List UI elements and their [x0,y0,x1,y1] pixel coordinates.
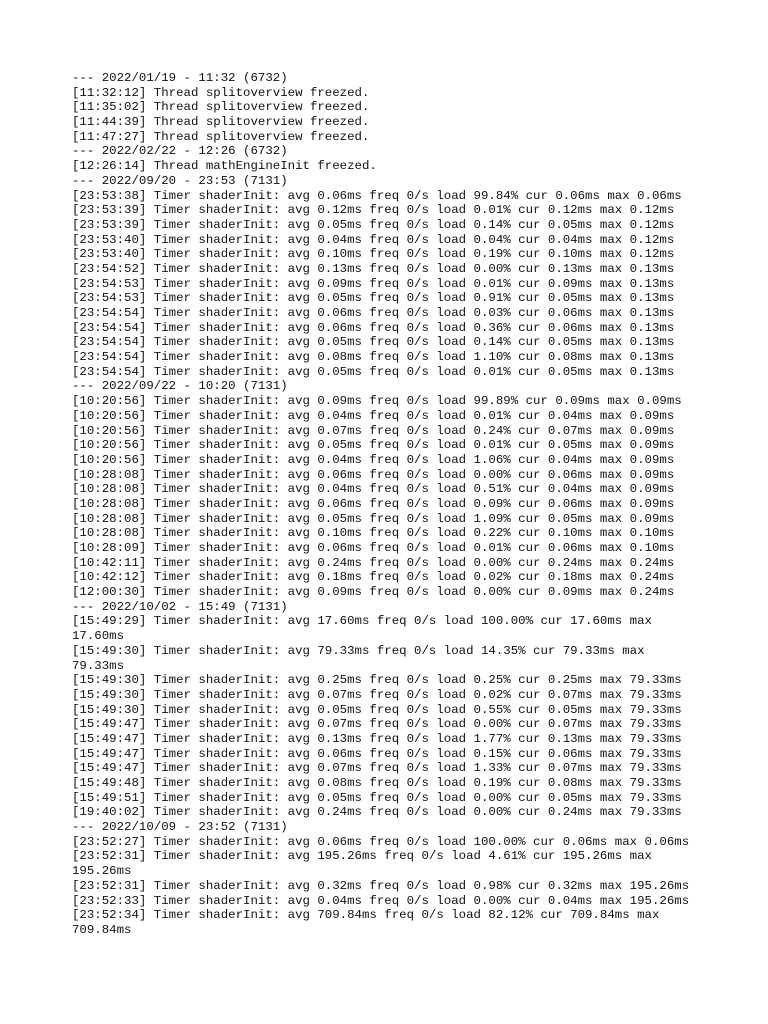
log-entry: [15:49:51] Timer shaderInit: avg 0.05ms freq 0/s load 0.00% cur 0.05ms max 79.33ms [72,790,682,805]
log-entry: [19:40:02] Timer shaderInit: avg 0.24ms freq 0/s load 0.00% cur 0.24ms max 79.33ms [72,805,682,820]
log-entry: [23:53:38] Timer shaderInit: avg 0.06ms freq 0/s load 99.84% cur 0.06ms max 0.06ms [72,188,682,203]
log-document [72,71,702,938]
log-entry: [23:52:34] Timer shaderInit: avg 709.84ms freq 0/s load 82.12% cur 709.84ms max 709.84ms [72,908,667,937]
log-entry: [15:49:47] Timer shaderInit: avg 0.07ms freq 0/s load 0.00% cur 0.07ms max 79.33ms [72,717,682,732]
log-entry: [10:28:08] Timer shaderInit: avg 0.06ms freq 0/s load 0.00% cur 0.06ms max 0.09ms [72,467,675,482]
log-entry: [15:49:30] Timer shaderInit: avg 0.07ms freq 0/s load 0.02% cur 0.07ms max 79.33ms [72,687,682,702]
log-entry: [10:28:08] Timer shaderInit: avg 0.04ms freq 0/s load 0.51% cur 0.04ms max 0.09ms [72,482,675,497]
log-entry: [23:52:31] Timer shaderInit: avg 195.26ms freq 0/s load 4.61% cur 195.26ms max 195.26ms [72,849,660,879]
log-entry: [23:54:52] Timer shaderInit: avg 0.13ms freq 0/s load 0.00% cur 0.13ms max 0.13ms [72,261,675,276]
log-entry: [15:49:47] Timer shaderInit: avg 0.07ms freq 0/s load 1.33% cur 0.07ms max 79.33ms [72,761,682,776]
log-entry: [11:44:39] Thread splitoverview freezed. [72,115,370,130]
log-entry: [23:52:31] Timer shaderInit: avg 0.32ms freq 0/s load 0.98% cur 0.32ms max 195.26ms [72,878,690,893]
log-entry: [23:53:39] Timer shaderInit: avg 0.05ms freq 0/s load 0.14% cur 0.05ms max 0.12ms [72,217,675,232]
log-entry: [23:54:54] Timer shaderInit: avg 0.05ms freq 0/s load 0.14% cur 0.05ms max 0.13ms [72,335,675,350]
log-entry: [10:28:08] Timer shaderInit: avg 0.05ms freq 0/s load 1.09% cur 0.05ms max 0.09ms [72,511,675,526]
log-entry: [11:32:12] Thread splitoverview freezed. [72,85,370,100]
log-entry: [10:42:11] Timer shaderInit: avg 0.24ms freq 0/s load 0.00% cur 0.24ms max 0.24ms [72,555,675,570]
log-entry: [10:20:56] Timer shaderInit: avg 0.09ms freq 0/s load 99.89% cur 0.09ms max 0.09ms [72,394,682,409]
log-entry: [10:28:08] Timer shaderInit: avg 0.10ms freq 0/s load 0.22% cur 0.10ms max 0.10ms [72,526,675,541]
log-entry: [15:49:48] Timer shaderInit: avg 0.08ms freq 0/s load 0.19% cur 0.08ms max 79.33ms [72,776,682,790]
log-entry: [10:42:12] Timer shaderInit: avg 0.18ms freq 0/s load 0.02% cur 0.18ms max 0.24ms [72,570,675,585]
log-entry: [23:54:54] Timer shaderInit: avg 0.05ms freq 0/s load 0.01% cur 0.05ms max 0.13ms [72,364,675,379]
log-entry: [10:20:56] Timer shaderInit: avg 0.05ms freq 0/s load 0.01% cur 0.05ms max 0.09ms [72,438,675,453]
log-entry: [11:47:27] Thread splitoverview freezed. [72,129,370,144]
log-entry: [10:20:56] Timer shaderInit: avg 0.04ms freq 0/s load 0.01% cur 0.04ms max 0.09ms [72,408,675,423]
log-session-header: --- 2022/10/09 - 23:52 (7131) [72,820,288,835]
log-entry: [15:49:47] Timer shaderInit: avg 0.06ms freq 0/s load 0.15% cur 0.06ms max 79.33ms [72,746,682,761]
log-entry: [23:52:33] Timer shaderInit: avg 0.04ms freq 0/s load 0.00% cur 0.04ms max 195.26ms [72,893,690,908]
log-entry: [23:54:54] Timer shaderInit: avg 0.06ms freq 0/s load 0.36% cur 0.06ms max 0.13ms [72,320,675,335]
log-session-header: --- 2022/09/22 - 10:20 (7131) [72,379,288,394]
log-session-header: --- 2022/02/22 - 12:26 (6732) [72,144,288,159]
log-session-header: --- 2022/01/19 - 11:32 (6732) [72,71,288,85]
log-entry: [15:49:47] Timer shaderInit: avg 0.13ms freq 0/s load 1.77% cur 0.13ms max 79.33ms [72,731,682,746]
log-entry: [23:53:39] Timer shaderInit: avg 0.12ms freq 0/s load 0.01% cur 0.12ms max 0.12ms [72,203,675,218]
log-session-header: --- 2022/09/20 - 23:53 (7131) [72,173,288,188]
log-entry: [10:28:08] Timer shaderInit: avg 0.06ms freq 0/s load 0.09% cur 0.06ms max 0.09ms [72,496,675,511]
log-entry: [15:49:30] Timer shaderInit: avg 0.05ms freq 0/s load 0.55% cur 0.05ms max 79.33ms [72,702,682,717]
log-entry: [23:54:53] Timer shaderInit: avg 0.09ms freq 0/s load 0.01% cur 0.09ms max 0.13ms [72,276,675,291]
log-entry: [15:49:30] Timer shaderInit: avg 0.25ms freq 0/s load 0.25% cur 0.25ms max 79.33ms [72,673,682,688]
log-entry: [23:54:54] Timer shaderInit: avg 0.08ms freq 0/s load 1.10% cur 0.08ms max 0.13ms [72,350,675,365]
log-entry: [15:49:30] Timer shaderInit: avg 79.33ms freq 0/s load 14.35% cur 79.33ms max 79.33ms [72,643,652,673]
log-entry: [12:00:30] Timer shaderInit: avg 0.09ms freq 0/s load 0.00% cur 0.09ms max 0.24ms [72,585,675,600]
log-entry: [10:28:09] Timer shaderInit: avg 0.06ms freq 0/s load 0.01% cur 0.06ms max 0.10ms [72,541,675,555]
log-entry: [15:49:29] Timer shaderInit: avg 17.60ms freq 0/s load 100.00% cur 17.60ms max 17.60ms [72,614,660,644]
log-entry: [23:54:53] Timer shaderInit: avg 0.05ms freq 0/s load 0.91% cur 0.05ms max 0.13ms [72,291,675,306]
log-entry: [23:54:54] Timer shaderInit: avg 0.06ms freq 0/s load 0.03% cur 0.06ms max 0.13ms [72,306,675,320]
log-entry: [12:26:14] Thread mathEngineInit freezed. [72,159,377,174]
log-entry: [11:35:02] Thread splitoverview freezed. [72,100,370,115]
log-session-header: --- 2022/10/02 - 15:49 (7131) [72,599,288,614]
log-entry: [10:20:56] Timer shaderInit: avg 0.04ms freq 0/s load 1.06% cur 0.04ms max 0.09ms [72,452,675,467]
log-entry: [23:53:40] Timer shaderInit: avg 0.04ms freq 0/s load 0.04% cur 0.04ms max 0.12ms [72,232,675,247]
log-entry: [23:53:40] Timer shaderInit: avg 0.10ms freq 0/s load 0.19% cur 0.10ms max 0.12ms [72,247,675,262]
log-entry: [10:20:56] Timer shaderInit: avg 0.07ms freq 0/s load 0.24% cur 0.07ms max 0.09ms [72,423,675,438]
log-entry: [23:52:27] Timer shaderInit: avg 0.06ms freq 0/s load 100.00% cur 0.06ms max 0.06ms [72,834,690,849]
